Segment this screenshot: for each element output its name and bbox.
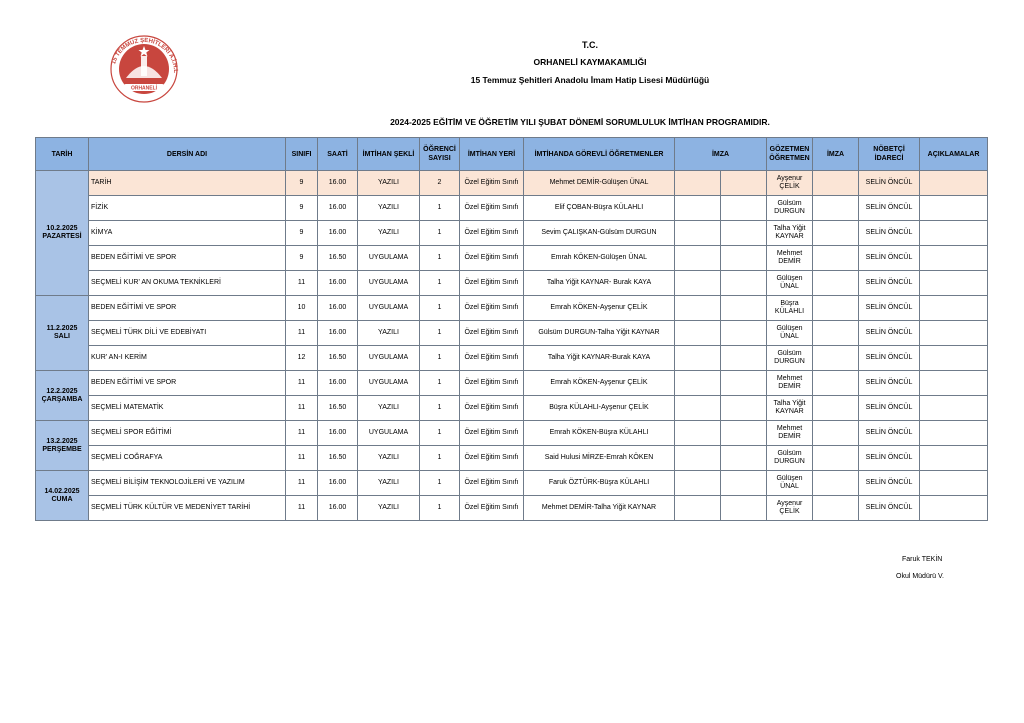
- saat-cell: 16.00: [318, 321, 358, 346]
- nobetci-cell: SELİN ÖNCÜL: [859, 196, 920, 221]
- imza-cell: [721, 446, 767, 471]
- saat-cell: 16.50: [318, 446, 358, 471]
- yer-cell: Özel Eğitim Sınıfı: [460, 296, 524, 321]
- yer-cell: Özel Eğitim Sınıfı: [460, 171, 524, 196]
- saat-cell: 16.00: [318, 471, 358, 496]
- ogretmenler-cell: Gülsüm DURGUN-Talha Yiğit KAYNAR: [524, 321, 675, 346]
- ogretmenler-cell: Büşra KÜLAHLI-Ayşenur ÇELİK: [524, 396, 675, 421]
- imza-cell: [721, 196, 767, 221]
- imza-cell: [675, 321, 721, 346]
- ogretmenler-cell: Emrah KÖKEN-Ayşenur ÇELİK: [524, 296, 675, 321]
- sekil-cell: YAZILI: [358, 171, 420, 196]
- col-imza-2: İMZA: [813, 138, 859, 171]
- ogretmenler-cell: Emrah KÖKEN-Büşra KÜLAHLI: [524, 421, 675, 446]
- imza-cell: [675, 421, 721, 446]
- sekil-cell: YAZILI: [358, 446, 420, 471]
- sekil-cell: UYGULAMA: [358, 246, 420, 271]
- sinif-cell: 10: [286, 296, 318, 321]
- saat-cell: 16.00: [318, 196, 358, 221]
- sinif-cell: 11: [286, 396, 318, 421]
- table-row: [36, 496, 988, 521]
- aciklama-cell: [920, 321, 988, 346]
- day-name: PERŞEMBE: [42, 445, 82, 453]
- gozetmen-cell: Gülüşen ÜNAL: [767, 271, 813, 296]
- sayi-cell: 1: [420, 346, 460, 371]
- day-name: ÇARŞAMBA: [41, 395, 83, 403]
- nobetci-cell: SELİN ÖNCÜL: [859, 471, 920, 496]
- imza-cell: [675, 346, 721, 371]
- sinif-cell: 12: [286, 346, 318, 371]
- sekil-cell: UYGULAMA: [358, 271, 420, 296]
- table-row: [36, 271, 988, 296]
- table-row: [36, 246, 988, 271]
- day-cell: [36, 296, 89, 371]
- imza-cell: [813, 196, 859, 221]
- table-row: [36, 471, 988, 496]
- sinif-cell: 11: [286, 446, 318, 471]
- school-seal-logo: [104, 34, 184, 104]
- aciklama-cell: [920, 246, 988, 271]
- aciklama-cell: [920, 371, 988, 396]
- col-imza: İMZA: [675, 138, 767, 171]
- exam-schedule-table: [35, 137, 988, 521]
- imza-cell: [675, 446, 721, 471]
- ders-cell: TARİH: [89, 171, 286, 196]
- table-row: [36, 321, 988, 346]
- sekil-cell: UYGULAMA: [358, 346, 420, 371]
- sinif-cell: 9: [286, 171, 318, 196]
- nobetci-cell: SELİN ÖNCÜL: [859, 371, 920, 396]
- ders-cell: SEÇMELİ COĞRAFYA: [89, 446, 286, 471]
- aciklama-cell: [920, 396, 988, 421]
- day-name: PAZARTESİ: [42, 233, 82, 240]
- aciklama-cell: [920, 271, 988, 296]
- sinif-cell: 9: [286, 196, 318, 221]
- gozetmen-cell: Mehmet DEMİR: [767, 246, 813, 271]
- sinif-cell: 11: [286, 371, 318, 396]
- nobetci-cell: SELİN ÖNCÜL: [859, 421, 920, 446]
- imza-cell: [721, 371, 767, 396]
- col-imtihan-yeri: İMTİHAN YERİ: [460, 138, 524, 171]
- gozetmen-cell: Talha Yiğit KAYNAR: [767, 221, 813, 246]
- imza-cell: [813, 221, 859, 246]
- imza-cell: [813, 446, 859, 471]
- col-ogrenci-sayisi: ÖĞRENCİ SAYISI: [420, 138, 460, 171]
- imza-cell: [813, 246, 859, 271]
- gozetmen-cell: Gülsüm DURGUN: [767, 446, 813, 471]
- day-date: 14.02.2025: [44, 487, 80, 495]
- col-imtihan-sekli: İMTİHAN ŞEKLİ: [358, 138, 420, 171]
- imza-cell: [721, 496, 767, 521]
- col-sinifi: SINIFI: [286, 138, 318, 171]
- nobetci-cell: SELİN ÖNCÜL: [859, 246, 920, 271]
- aciklama-cell: [920, 446, 988, 471]
- sekil-cell: UYGULAMA: [358, 421, 420, 446]
- sekil-cell: YAZILI: [358, 221, 420, 246]
- day-date: 11.2.2025: [46, 325, 78, 332]
- sayi-cell: 1: [420, 446, 460, 471]
- imza-cell: [721, 321, 767, 346]
- yer-cell: Özel Eğitim Sınıfı: [460, 421, 524, 446]
- sayi-cell: 1: [420, 471, 460, 496]
- imza-cell: [675, 471, 721, 496]
- yer-cell: Özel Eğitim Sınıfı: [460, 346, 524, 371]
- col-saati: SAATİ: [318, 138, 358, 171]
- ders-cell: SEÇMELİ BİLİŞİM TEKNOLOJİLERİ VE YAZILIM: [89, 471, 286, 496]
- imza-cell: [721, 346, 767, 371]
- sayi-cell: 1: [420, 496, 460, 521]
- nobetci-cell: SELİN ÖNCÜL: [859, 346, 920, 371]
- sinif-cell: 11: [286, 471, 318, 496]
- imza-cell: [675, 271, 721, 296]
- imza-cell: [813, 346, 859, 371]
- sekil-cell: YAZILI: [358, 471, 420, 496]
- gozetmen-cell: Talha Yiğit KAYNAR: [767, 396, 813, 421]
- day-cell: [36, 421, 89, 471]
- gozetmen-cell: Ayşenur ÇELİK: [767, 496, 813, 521]
- saat-cell: 16.00: [318, 496, 358, 521]
- imza-cell: [675, 221, 721, 246]
- table-row: [36, 221, 988, 246]
- imza-cell: [813, 471, 859, 496]
- col-nobetci-idareci: NÖBETÇİ İDARECİ: [859, 138, 920, 171]
- sekil-cell: YAZILI: [358, 321, 420, 346]
- sinif-cell: 11: [286, 496, 318, 521]
- table-row: [36, 171, 988, 196]
- ogretmenler-cell: Faruk ÖZTÜRK-Büşra KÜLAHLI: [524, 471, 675, 496]
- imza-cell: [675, 246, 721, 271]
- aciklama-cell: [920, 346, 988, 371]
- ogretmenler-cell: Sevim ÇALIŞKAN-Gülsüm DURGUN: [524, 221, 675, 246]
- ogretmenler-cell: Talha Yiğit KAYNAR- Burak KAYA: [524, 271, 675, 296]
- sayi-cell: 1: [420, 396, 460, 421]
- imza-cell: [721, 471, 767, 496]
- ders-cell: SEÇMELİ MATEMATİK: [89, 396, 286, 421]
- day-name: SALI: [54, 333, 70, 340]
- gozetmen-cell: Mehmet DEMİR: [767, 371, 813, 396]
- svg-text:ORHANELİ: ORHANELİ: [130, 85, 158, 92]
- aciklama-cell: [920, 496, 988, 521]
- sekil-cell: YAZILI: [358, 496, 420, 521]
- ogretmenler-cell: Mehmet DEMİR-Gülüşen ÜNAL: [524, 171, 675, 196]
- table-row: [36, 421, 988, 446]
- gozetmen-cell: Gülsüm DURGUN: [767, 346, 813, 371]
- sayi-cell: 1: [420, 321, 460, 346]
- imza-cell: [721, 421, 767, 446]
- header-school: 15 Temmuz Şehitleri Anadolu İmam Hatip Lisesi Müdürlüğü: [470, 75, 710, 85]
- ogretmenler-cell: Elif ÇOBAN-Büşra KÜLAHLI: [524, 196, 675, 221]
- col-aciklamalar: AÇIKLAMALAR: [920, 138, 988, 171]
- ders-cell: FİZİK: [89, 196, 286, 221]
- saat-cell: 16.50: [318, 246, 358, 271]
- saat-cell: 16.00: [318, 421, 358, 446]
- page-title: 2024-2025 EĞİTİM VE ÖĞRETİM YILI ŞUBAT DÖNEMİ SORUMLULUK İMTİHAN PROGRAMIDIR.: [390, 117, 770, 127]
- saat-cell: 16.00: [318, 221, 358, 246]
- imza-cell: [675, 171, 721, 196]
- yer-cell: Özel Eğitim Sınıfı: [460, 446, 524, 471]
- imza-cell: [721, 246, 767, 271]
- imza-cell: [813, 321, 859, 346]
- nobetci-cell: SELİN ÖNCÜL: [859, 321, 920, 346]
- table-header-row: [36, 138, 988, 171]
- ders-cell: KUR' AN-I KERİM: [89, 346, 286, 371]
- table-row: [36, 296, 988, 321]
- ders-cell: SEÇMELİ SPOR EĞİTİMİ: [89, 421, 286, 446]
- nobetci-cell: SELİN ÖNCÜL: [859, 296, 920, 321]
- saat-cell: 16.00: [318, 271, 358, 296]
- imza-cell: [721, 171, 767, 196]
- saat-cell: 16.50: [318, 346, 358, 371]
- sekil-cell: YAZILI: [358, 396, 420, 421]
- day-cell: [36, 471, 89, 521]
- yer-cell: Özel Eğitim Sınıfı: [460, 371, 524, 396]
- imza-cell: [675, 296, 721, 321]
- nobetci-cell: SELİN ÖNCÜL: [859, 396, 920, 421]
- sayi-cell: 2: [420, 171, 460, 196]
- aciklama-cell: [920, 171, 988, 196]
- saat-cell: 16.50: [318, 396, 358, 421]
- table-row: [36, 196, 988, 221]
- sinif-cell: 9: [286, 221, 318, 246]
- day-date: 12.2.2025: [46, 387, 78, 395]
- yer-cell: Özel Eğitim Sınıfı: [460, 271, 524, 296]
- imza-cell: [675, 196, 721, 221]
- ders-cell: SEÇMELİ TÜRK DİLİ VE EDEBİYATI: [89, 321, 286, 346]
- imza-cell: [813, 296, 859, 321]
- imza-cell: [813, 371, 859, 396]
- gozetmen-cell: Gülüşen ÜNAL: [767, 471, 813, 496]
- yer-cell: Özel Eğitim Sınıfı: [460, 321, 524, 346]
- ogretmenler-cell: Emrah KÖKEN-Ayşenur ÇELİK: [524, 371, 675, 396]
- imza-cell: [721, 271, 767, 296]
- ders-cell: KİMYA: [89, 221, 286, 246]
- nobetci-cell: SELİN ÖNCÜL: [859, 171, 920, 196]
- col-gozetmen-ogretmen: GÖZETMEN ÖĞRETMEN: [767, 138, 813, 171]
- yer-cell: Özel Eğitim Sınıfı: [460, 471, 524, 496]
- header-kaymakamlik: ORHANELİ KAYMAKAMLIĞI: [533, 57, 647, 67]
- gozetmen-cell: Büşra KÜLAHLI: [767, 296, 813, 321]
- sayi-cell: 1: [420, 421, 460, 446]
- sinif-cell: 9: [286, 246, 318, 271]
- yer-cell: Özel Eğitim Sınıfı: [460, 221, 524, 246]
- ogretmenler-cell: Mehmet DEMİR-Talha Yiğit KAYNAR: [524, 496, 675, 521]
- aciklama-cell: [920, 421, 988, 446]
- gozetmen-cell: Gülsüm DURGUN: [767, 196, 813, 221]
- imza-cell: [813, 496, 859, 521]
- aciklama-cell: [920, 196, 988, 221]
- table-row: [36, 396, 988, 421]
- svg-text:15 TEMMUZ ŞEHİTLERİ A.İ.H.L.: 15 TEMMUZ ŞEHİTLERİ A.İ.H.L: [111, 37, 179, 74]
- imza-cell: [721, 396, 767, 421]
- ders-cell: BEDEN EĞİTİMİ VE SPOR: [89, 371, 286, 396]
- day-cell: [36, 171, 89, 296]
- table-row: [36, 371, 988, 396]
- imza-cell: [675, 496, 721, 521]
- imza-cell: [721, 296, 767, 321]
- imza-cell: [675, 396, 721, 421]
- aciklama-cell: [920, 296, 988, 321]
- table-row: [36, 446, 988, 471]
- nobetci-cell: SELİN ÖNCÜL: [859, 446, 920, 471]
- yer-cell: Özel Eğitim Sınıfı: [460, 496, 524, 521]
- ders-cell: SEÇMELİ KUR' AN OKUMA TEKNİKLERİ: [89, 271, 286, 296]
- imza-cell: [813, 396, 859, 421]
- aciklama-cell: [920, 471, 988, 496]
- col-gorevli-ogretmenler: İMTİHANDA GÖREVLİ ÖĞRETMENLER: [524, 138, 675, 171]
- gozetmen-cell: Mehmet DEMİR: [767, 421, 813, 446]
- imza-cell: [721, 221, 767, 246]
- sayi-cell: 1: [420, 371, 460, 396]
- ders-cell: BEDEN EĞİTİMİ VE SPOR: [89, 296, 286, 321]
- day-name: CUMA: [51, 495, 73, 503]
- table-row: [36, 346, 988, 371]
- gozetmen-cell: Gülüşen ÜNAL: [767, 321, 813, 346]
- sayi-cell: 1: [420, 221, 460, 246]
- nobetci-cell: SELİN ÖNCÜL: [859, 271, 920, 296]
- sayi-cell: 1: [420, 196, 460, 221]
- imza-cell: [813, 271, 859, 296]
- day-date: 10.2.2025: [46, 225, 78, 232]
- ders-cell: SEÇMELİ TÜRK KÜLTÜR VE MEDENİYET TARİHİ: [89, 496, 286, 521]
- sayi-cell: 1: [420, 271, 460, 296]
- sinif-cell: 11: [286, 321, 318, 346]
- principal-name: Faruk TEKİN: [902, 556, 943, 563]
- imza-cell: [675, 371, 721, 396]
- gozetmen-cell: Ayşenur ÇELİK: [767, 171, 813, 196]
- col-tarih: TARİH: [36, 138, 89, 171]
- ogretmenler-cell: Talha Yiğit KAYNAR-Burak KAYA: [524, 346, 675, 371]
- ders-cell: BEDEN EĞİTİMİ VE SPOR: [89, 246, 286, 271]
- saat-cell: 16.00: [318, 371, 358, 396]
- principal-title: Okul Müdürü V.: [896, 573, 944, 580]
- sekil-cell: YAZILI: [358, 196, 420, 221]
- day-cell: [36, 371, 89, 421]
- yer-cell: Özel Eğitim Sınıfı: [460, 246, 524, 271]
- saat-cell: 16.00: [318, 296, 358, 321]
- ogretmenler-cell: Emrah KÖKEN-Gülüşen ÜNAL: [524, 246, 675, 271]
- sinif-cell: 11: [286, 271, 318, 296]
- saat-cell: 16.00: [318, 171, 358, 196]
- nobetci-cell: SELİN ÖNCÜL: [859, 221, 920, 246]
- sayi-cell: 1: [420, 296, 460, 321]
- sekil-cell: UYGULAMA: [358, 371, 420, 396]
- yer-cell: Özel Eğitim Sınıfı: [460, 396, 524, 421]
- header-tc: T.C.: [581, 40, 598, 50]
- ogretmenler-cell: Said Hulusi MİRZE-Emrah KÖKEN: [524, 446, 675, 471]
- col-dersin-adi: DERSİN ADI: [89, 138, 286, 171]
- imza-cell: [813, 421, 859, 446]
- imza-cell: [813, 171, 859, 196]
- aciklama-cell: [920, 221, 988, 246]
- nobetci-cell: SELİN ÖNCÜL: [859, 496, 920, 521]
- sekil-cell: UYGULAMA: [358, 296, 420, 321]
- yer-cell: Özel Eğitim Sınıfı: [460, 196, 524, 221]
- sinif-cell: 11: [286, 421, 318, 446]
- day-date: 13.2.2025: [46, 437, 78, 445]
- sayi-cell: 1: [420, 246, 460, 271]
